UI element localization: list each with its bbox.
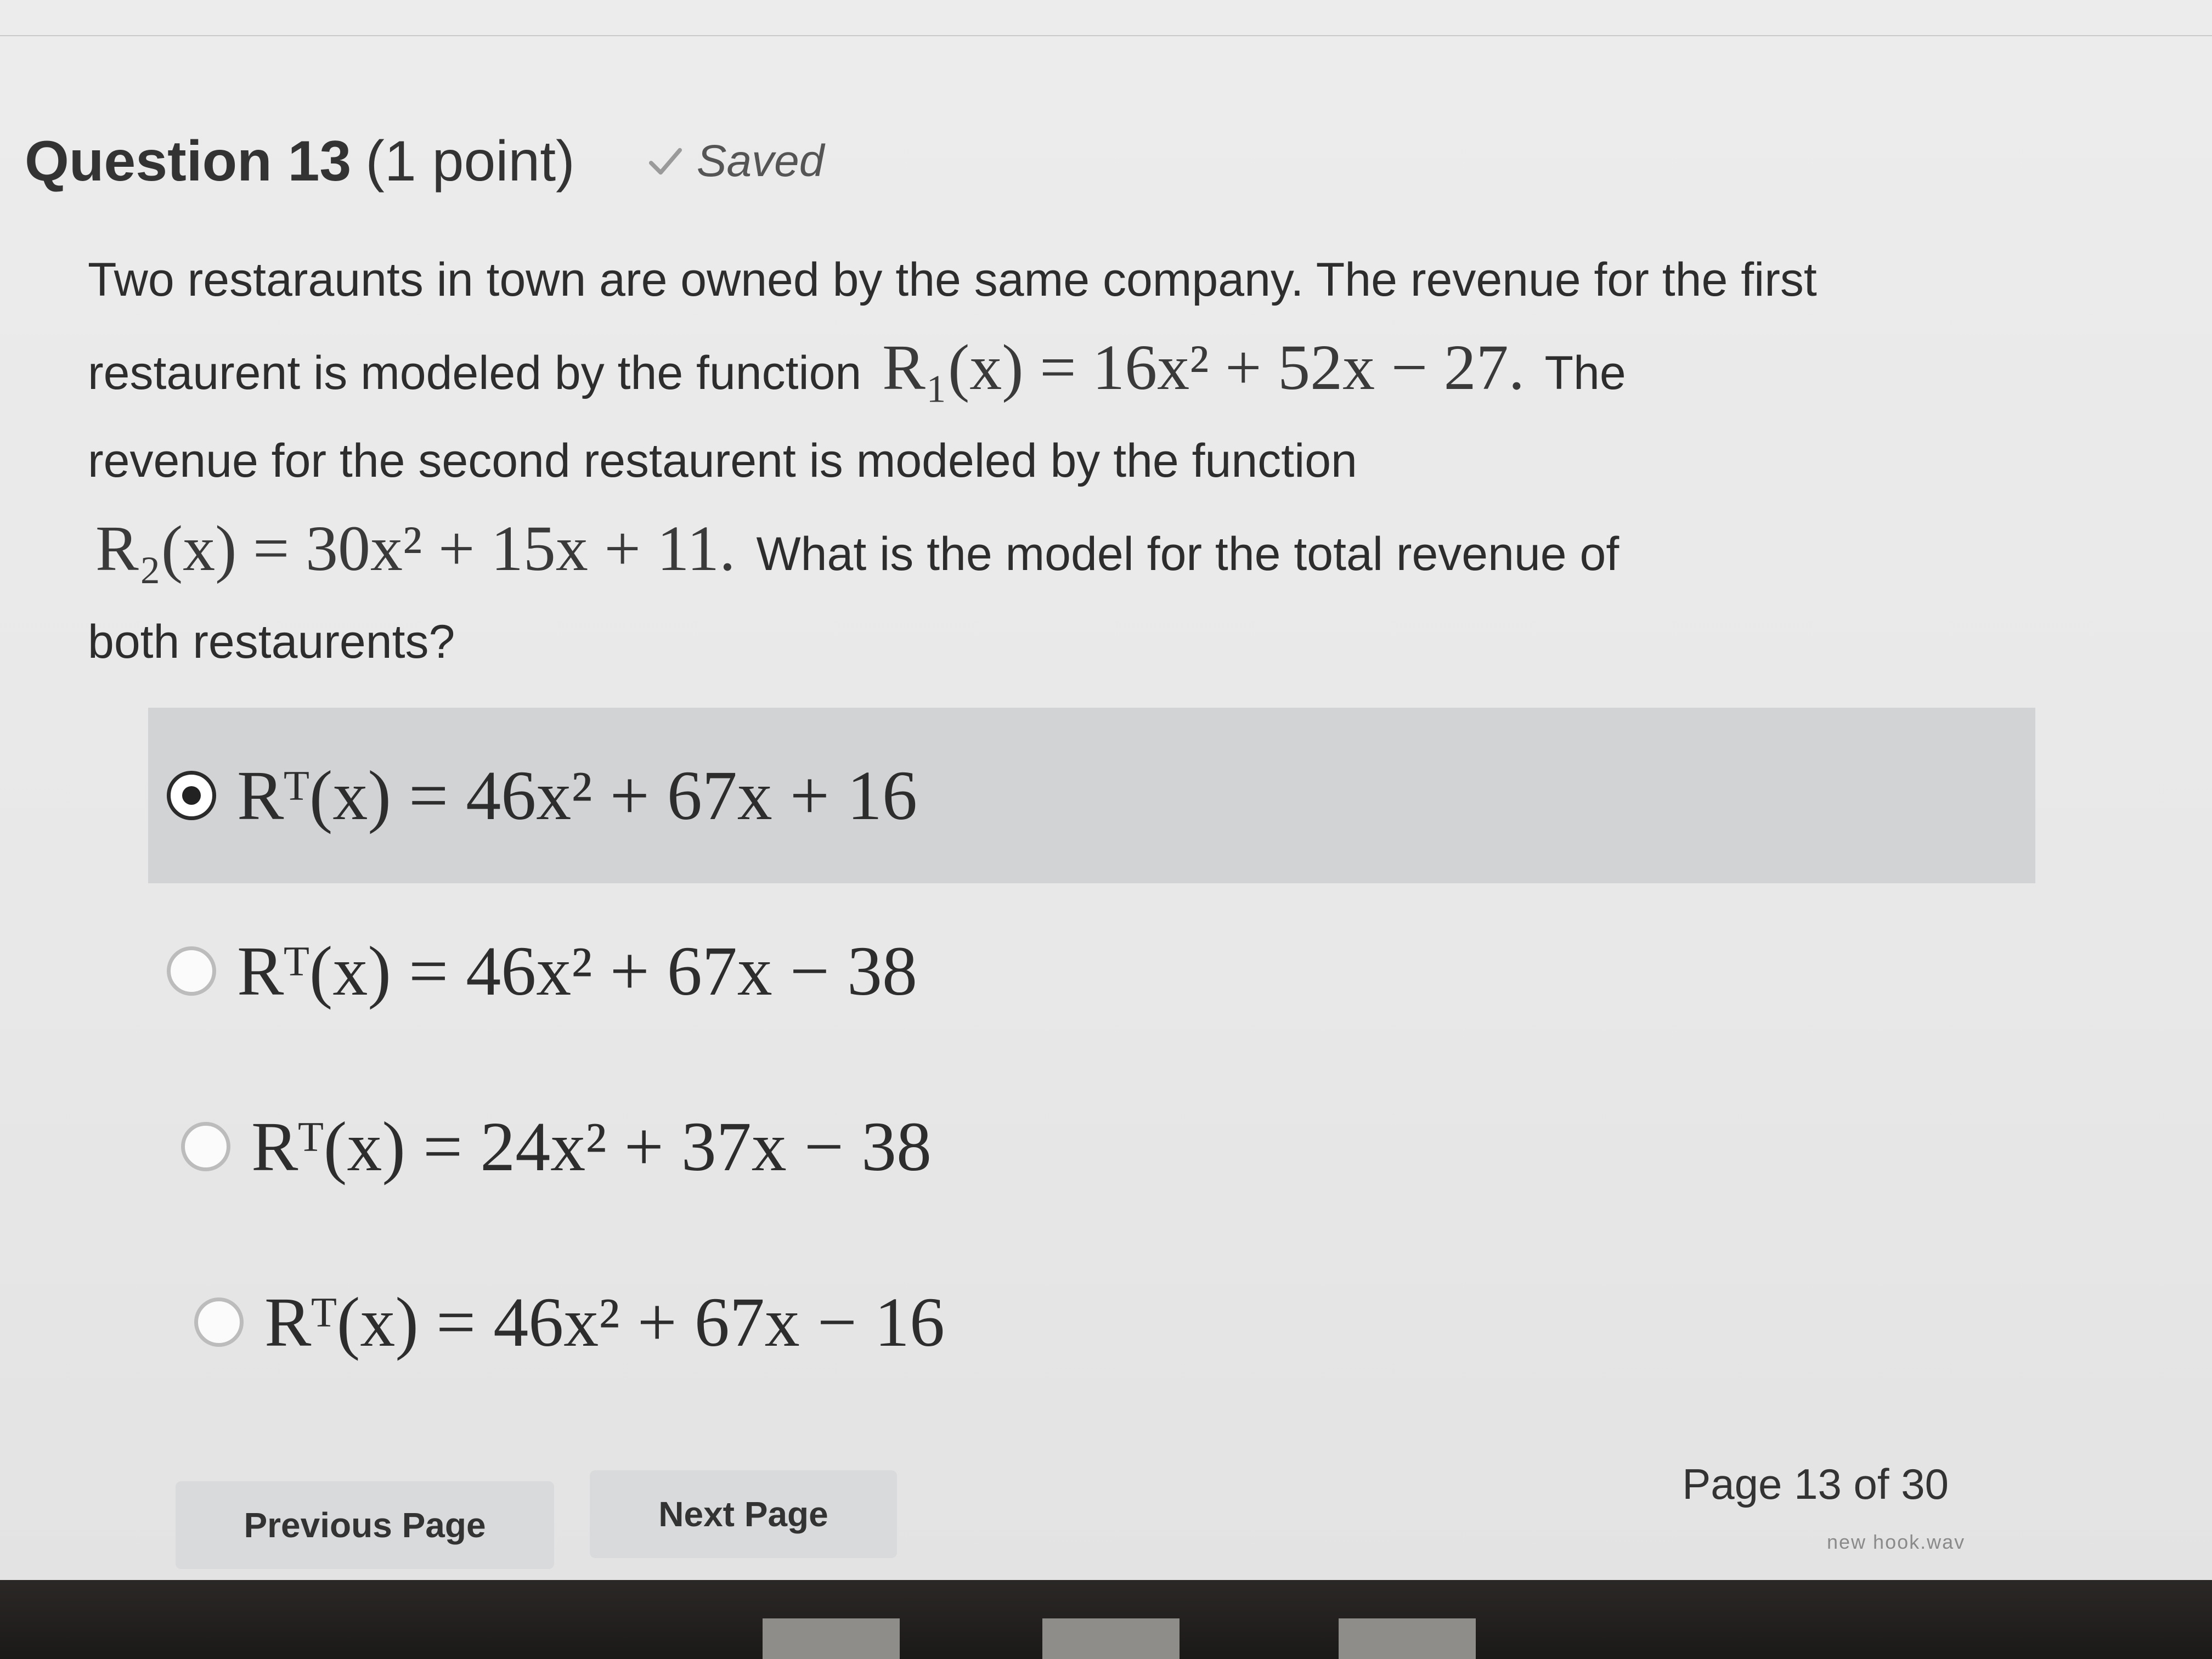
- choice-label: Rᵀ(x) = 46x² + 67x − 16: [264, 1283, 945, 1361]
- question-prompt: [88, 236, 2096, 686]
- top-divider: [0, 35, 2212, 36]
- previous-page-button[interactable]: Previous Page: [176, 1481, 554, 1569]
- prompt-line: Two restaraunts in town are owned by the same company. The revenue for the first: [88, 253, 1817, 306]
- answer-choice-a[interactable]: [148, 708, 2035, 883]
- question-title: Question 13: [25, 129, 352, 193]
- saved-status-text: Saved: [696, 136, 825, 186]
- radio-button[interactable]: [167, 946, 216, 996]
- bezel-tab: [763, 1618, 900, 1659]
- r2-function: R₂(x) = 30x² + 15x + 11.: [95, 512, 736, 584]
- prompt-text: restaurent is modeled by the function: [88, 347, 862, 399]
- prompt-line: revenue for the second restaurent is modeled by the function: [88, 435, 1357, 487]
- answer-choice-d[interactable]: [148, 1234, 2035, 1410]
- page-indicator: Page 13 of 30: [1682, 1460, 1949, 1508]
- radio-button[interactable]: [181, 1122, 230, 1171]
- answer-choice-b[interactable]: [148, 883, 2035, 1059]
- answer-choice-c[interactable]: [148, 1059, 2035, 1234]
- radio-button[interactable]: [194, 1297, 244, 1347]
- answer-choices: [148, 708, 2035, 1410]
- question-header: [25, 129, 824, 194]
- radio-button-selected[interactable]: [167, 771, 216, 820]
- prompt-line: [88, 324, 2096, 417]
- bezel-tab: [1042, 1618, 1180, 1659]
- prompt-text: The: [1544, 347, 1626, 399]
- navigation-footer: [0, 1448, 2212, 1580]
- prompt-line: both restaurents?: [88, 616, 455, 668]
- next-page-button[interactable]: Next Page: [590, 1470, 897, 1558]
- choice-label: Rᵀ(x) = 46x² + 67x − 38: [237, 932, 917, 1010]
- bezel-tab: [1339, 1618, 1476, 1659]
- prompt-text: What is the model for the total revenue of: [756, 528, 1620, 580]
- choice-label: Rᵀ(x) = 46x² + 67x + 16: [237, 756, 917, 834]
- choice-label: Rᵀ(x) = 24x² + 37x − 38: [251, 1107, 932, 1186]
- taskbar-file-label[interactable]: new hook.wav: [1827, 1531, 1966, 1553]
- r1-function: R₁(x) = 16x² + 52x − 27.: [882, 331, 1525, 403]
- checkmark-icon: [646, 142, 685, 180]
- saved-indicator: [646, 136, 825, 187]
- question-points: (1 point): [365, 129, 575, 193]
- prompt-line: [88, 505, 2096, 598]
